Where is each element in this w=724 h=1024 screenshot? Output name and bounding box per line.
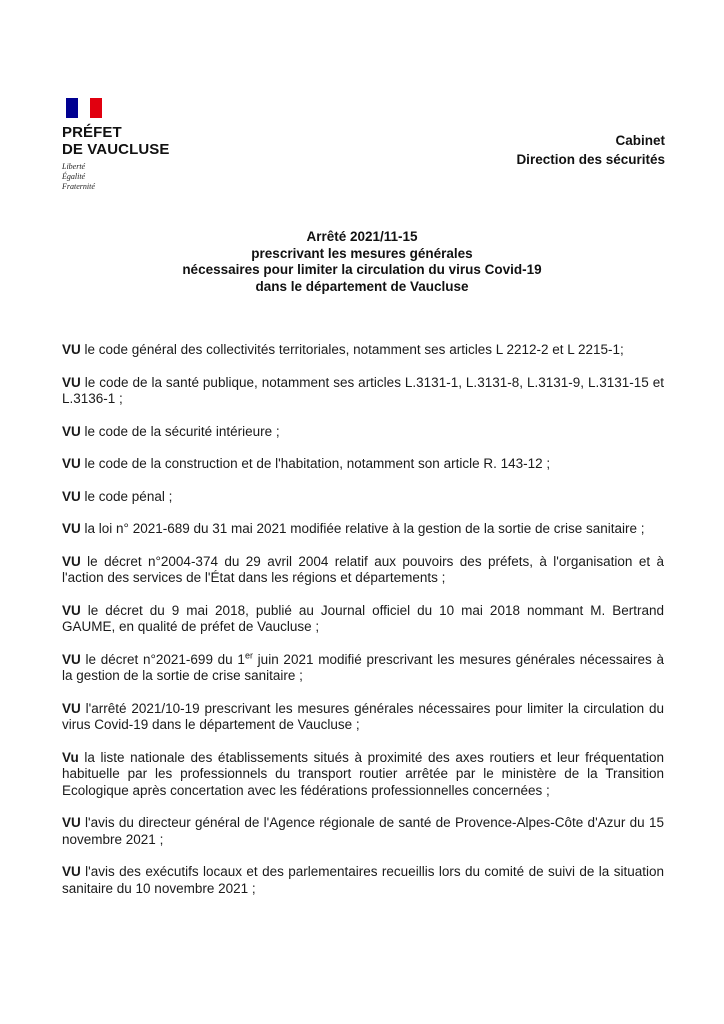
visa-superscript: er bbox=[244, 650, 253, 660]
visa-lead: VU bbox=[62, 553, 81, 569]
visa-lead: VU bbox=[62, 374, 81, 390]
visa-paragraph bbox=[62, 456, 664, 473]
authority-name bbox=[62, 124, 170, 158]
department-block bbox=[516, 131, 665, 169]
visa-text: le code pénal ; bbox=[80, 488, 173, 504]
title-line-2: prescrivant les mesures générales bbox=[251, 245, 473, 261]
prefecture-logo bbox=[62, 98, 170, 192]
visa-text: le décret du 9 mai 2018, publié au Journal officiel du 10 mai 2018 nommant M. Bertrand GAUME, en qualité de préfet de Vaucluse ; bbox=[62, 602, 664, 634]
visa-text: le code de la sécurité intérieure ; bbox=[80, 423, 280, 439]
visa-lead: VU bbox=[62, 700, 81, 716]
visa-text: le code général des collectivités territoriales, notamment ses articles L 2212-2 et L 2215-1; bbox=[80, 342, 624, 357]
visa-text-before: le décret n°2021-699 du 1 bbox=[80, 651, 245, 667]
title-line-4: dans le département de Vaucluse bbox=[255, 278, 469, 294]
visa-text: l'avis du directeur général de l'Agence régionale de santé de Provence-Alpes-Côte d'Azur du 15 novembre 2021 ; bbox=[62, 815, 664, 847]
direction-label: Direction des sécurités bbox=[516, 152, 665, 167]
visa-text-after: juin 2021 modifié prescrivant les mesures générales nécessaires à la gestion de la sortie de crise sanitaire ; bbox=[62, 651, 664, 683]
visa-text: la liste nationale des établissements situés à proximité des axes routiers et leur fréquentation habituelle par les professionnels du transport routier arrêtée par le ministère de la Transition Ecologique après concertation avec les fédérations professionnelles concernées ; bbox=[62, 749, 664, 798]
visa-paragraph bbox=[62, 750, 664, 800]
document-title bbox=[100, 229, 624, 295]
title-line-1: Arrêté 2021/11-15 bbox=[306, 229, 418, 244]
visa-paragraph bbox=[62, 864, 664, 897]
visa-paragraph bbox=[62, 342, 664, 359]
motto-liberte: Liberté bbox=[62, 162, 86, 171]
authority-line-2: DE VAUCLUSE bbox=[62, 141, 170, 158]
visa-lead: VU bbox=[62, 521, 81, 536]
visa-text: le code de la construction et de l'habitation, notamment son article R. 143-12 ; bbox=[80, 456, 551, 471]
visa-paragraph bbox=[62, 424, 664, 441]
visa-text: la loi n° 2021-689 du 31 mai 2021 modifiée relative à la gestion de la sortie de crise sanitaire ; bbox=[80, 521, 645, 536]
visa-lead: VU bbox=[62, 864, 81, 879]
cabinet-label: Cabinet bbox=[615, 133, 665, 148]
authority-line-1: PRÉFET bbox=[62, 124, 122, 141]
visa-lead: VU bbox=[62, 651, 81, 667]
title-line-3: nécessaires pour limiter la circulation du virus Covid-19 bbox=[182, 262, 542, 277]
visa-lead: VU bbox=[62, 342, 81, 357]
visa-paragraph bbox=[62, 521, 664, 538]
motto-fraternite: Fraternité bbox=[62, 182, 95, 191]
republic-motto bbox=[62, 162, 170, 192]
visa-paragraph bbox=[62, 603, 664, 636]
visa-lead: VU bbox=[62, 456, 81, 471]
visas-list bbox=[62, 342, 664, 913]
visa-lead: VU bbox=[62, 488, 81, 504]
motto-egalite: Égalité bbox=[62, 172, 86, 181]
visa-paragraph bbox=[62, 652, 664, 685]
visa-text: l'arrêté 2021/10-19 prescrivant les mesures générales nécessaires pour limiter la circulation du virus Covid-19 dans le département de Vaucluse ; bbox=[62, 700, 664, 732]
visa-text: le code de la santé publique, notamment ses articles L.3131-1, L.3131-8, L.3131-9, L.3131-15 et L.3136-1 ; bbox=[62, 374, 664, 406]
visa-paragraph bbox=[62, 375, 664, 408]
visa-text: l'avis des exécutifs locaux et des parlementaires recueillis lors du comité de suivi de la situation sanitaire du 10 novembre 2021 ; bbox=[62, 864, 664, 896]
visa-lead: Vu bbox=[62, 749, 79, 765]
visa-paragraph bbox=[62, 815, 664, 848]
visa-lead: VU bbox=[62, 423, 81, 439]
visa-paragraph bbox=[62, 701, 664, 734]
visa-paragraph bbox=[62, 489, 664, 506]
visa-text: le décret n°2004-374 du 29 avril 2004 relatif aux pouvoirs des préfets, à l'organisation et à l'action des services de l'État dans les régions et départements ; bbox=[62, 553, 664, 585]
french-flag-icon bbox=[66, 98, 102, 118]
visa-paragraph bbox=[62, 554, 664, 587]
visa-lead: VU bbox=[62, 815, 81, 830]
visa-lead: VU bbox=[62, 602, 81, 618]
